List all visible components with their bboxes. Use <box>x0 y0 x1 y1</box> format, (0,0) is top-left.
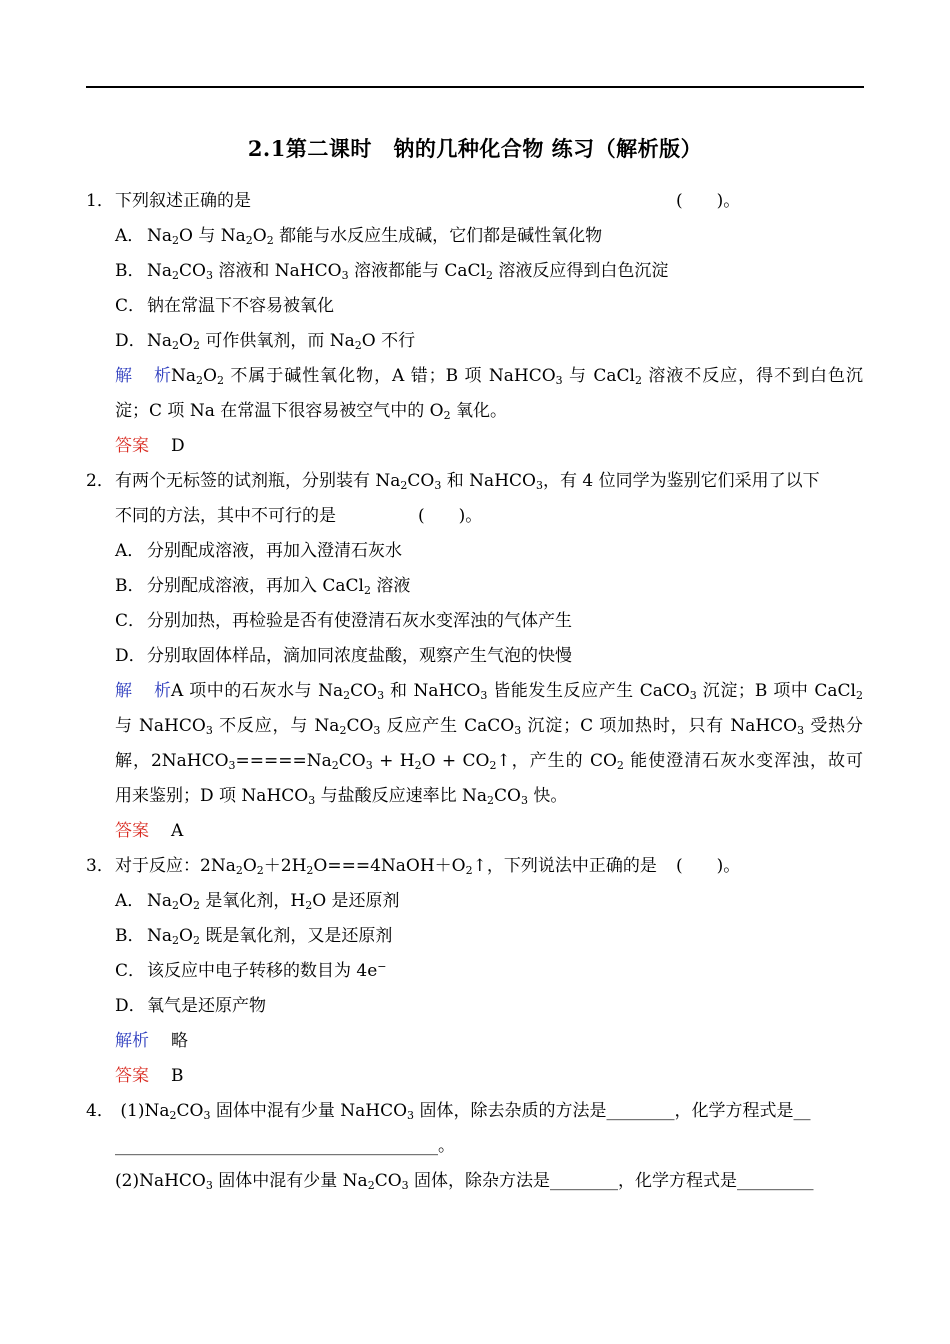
analysis-2: 解析A 项中的石灰水与 $Na_2CO_3$ 和 NaHCO$_3$ 皆能发生反应产生 CaCO$_3$ 沉淀；B 项中 CaCl$_2$ <box>115 681 863 702</box>
option-a: A． $Na_2O$ 与 $Na_2O_2$ 都能与水反应生成碱，它们都是碱性氧化物 <box>115 226 603 247</box>
option-b: B． $Na_2O_2$ 既是氧化剂，又是还原剂 <box>115 926 393 947</box>
option-d: D．分别取固体样品，滴加同浓度盐酸，观察产生气泡的快慢 <box>115 646 572 666</box>
option-d: D．$Na_2O_2$ 可作供氧剂，而 $Na_2O$ 不行 <box>115 331 416 352</box>
header-rule <box>86 86 864 88</box>
answer-1: 答案 D <box>115 436 185 456</box>
question-1 <box>86 189 251 213</box>
option-b: B． 分别配成溶液，再加入 CaCl$_2$ 溶液 <box>115 576 411 597</box>
option-a: A． 分别配成溶液，再加入澄清石灰水 <box>115 541 402 561</box>
option-c: C． 分别加热，再检验是否有使澄清石灰水变浑浊的气体产生 <box>115 611 572 631</box>
option-b: B． $Na_2CO_3$ 溶液和 NaHCO$_3$ 溶液都能与 CaCl$_2$ 溶液反应得到白色沉淀 <box>115 261 669 282</box>
analysis-3: 解析 略 <box>115 1031 188 1051</box>
question-2: 2．有两个无标签的试剂瓶，分别装有 $Na_2CO_3$ 和 NaHCO$_3$，有 4 位同学为鉴别它们采用了以下 <box>86 471 820 492</box>
question-4-part-2: (2)NaHCO$_3$ 固体中混有少量 $Na_2CO_3$ 固体，除杂方法是________，化学方程式是_________ <box>115 1171 814 1192</box>
question-stem: 下列叙述正确的是 <box>115 191 251 211</box>
page-title: 2.1第二课时 钠的几种化合物 练习（解析版） <box>247 136 703 161</box>
question-3: 3．对于反应：$2Na_2O_2+2H_2O===4NaOH+O_2↑$，下列说法中正确的是 <box>86 856 657 877</box>
option-d: D．氧气是还原产物 <box>115 996 266 1016</box>
question-number: 1． <box>86 191 114 211</box>
analysis-1: 解析$Na_2O_2$ 不属于碱性氧化物，A 错；B 项 NaHCO$_3$ 与 CaCl$_2$ 溶液不反应，得不到白色沉 <box>115 366 863 387</box>
option-c: C． 钠在常温下不容易被氧化 <box>115 296 334 316</box>
analysis-label: 解析 <box>115 366 171 386</box>
answer-3: 答案 B <box>115 1066 184 1086</box>
option-c: C． 该反应中电子转移的数目为 4e− <box>115 960 387 981</box>
answer-paren: ( )。 <box>676 191 741 211</box>
option-a: A． $Na_2O_2$ 是氧化剂，$H_2O$ 是还原剂 <box>115 891 400 912</box>
question-4: 4． $(1)Na_2CO_3$ 固体中混有少量 NaHCO$_3$ 固体，除去杂质的方法是________，化学方程式是__ <box>86 1101 811 1122</box>
answer-2: 答案 A <box>115 821 184 841</box>
answer-paren: ( )。 <box>676 856 741 876</box>
answer-paren: ( )。 <box>418 506 483 526</box>
answer-label: 答案 <box>115 436 149 456</box>
